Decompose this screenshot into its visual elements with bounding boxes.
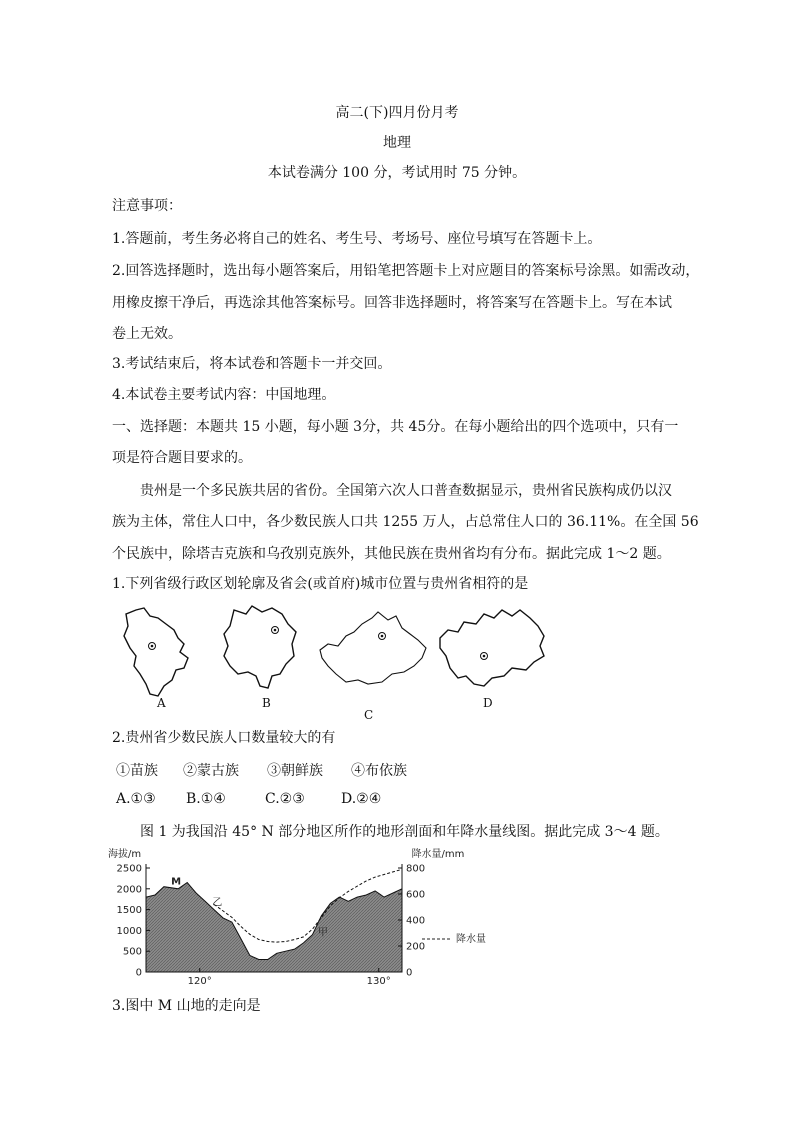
y2-tick-label: 400 — [406, 915, 426, 927]
exam-info: 本试卷满分 100 分，考试用时 75 分钟。 — [267, 165, 527, 181]
passage-1-line-3: 个民族中，除塔吉克族和乌孜别克族外，其他民族在贵州省均有分布。据此完成 1～2 题。 — [112, 546, 671, 562]
map-label-d: D — [483, 696, 493, 710]
map-option-b — [220, 604, 300, 692]
x-tick-label: 120° — [187, 976, 212, 987]
terrain-area — [146, 883, 402, 972]
annotation-m: M — [171, 876, 182, 888]
notice-heading: 注意事项： — [112, 198, 182, 214]
notice-item-2-line-2: 用橡皮擦干净后，再选涂其他答案标号。回答非选择题时，将答案写在答题卡上。写在本试 — [112, 295, 672, 311]
question-1-stem: 1.下列省级行政区划轮廓及省会(或首府)城市位置与贵州省相符的是 — [112, 576, 529, 592]
exam-title: 高二(下)四月份月考 — [335, 105, 459, 121]
q2-item-1: ①苗族 — [116, 763, 158, 779]
y-tick-label: 1000 — [116, 925, 142, 937]
map-option-c — [318, 610, 430, 692]
map-option-d — [436, 604, 548, 692]
notice-item-2-line-3: 卷上无效。 — [112, 326, 182, 342]
y-tick-label: 2000 — [116, 884, 142, 896]
section-heading-line-1: 一、选择题：本题共 15 小题，每小题 3分，共 45分。在每小题给出的四个选项中，只有一 — [112, 419, 679, 435]
passage-2-line-1: 图 1 为我国沿 45° N 部分地区所作的地形剖面和年降水量线图。据此完成 3～4 题。 — [140, 824, 669, 840]
subject-title: 地理 — [383, 135, 411, 151]
annotation-yi: 乙 — [212, 897, 223, 909]
notice-item-1: 1.答题前，考生务必将自己的姓名、考生号、考场号、座位号填写在答题卡上。 — [112, 231, 602, 247]
q2-option-d: D.②④ — [341, 791, 382, 807]
q2-option-c: C.②③ — [265, 791, 305, 807]
annotation-jia: 甲 — [317, 927, 328, 939]
y-tick-label: 500 — [122, 946, 142, 958]
q2-item-4: ④布依族 — [351, 763, 407, 779]
q2-item-3: ③朝鲜族 — [267, 763, 323, 779]
passage-1-line-2: 族为主体，常住人口中，各少数民族人口共 1255 万人，占总常住人口的 36.11%。在全国 56 — [112, 514, 699, 530]
question-3-stem: 3.图中 M 山地的走向是 — [112, 998, 261, 1014]
y2-tick-label: 200 — [406, 941, 426, 953]
x-tick-label: 130° — [366, 976, 391, 987]
y-tick-label: 0 — [135, 967, 142, 979]
y2-axis-label: 降水量/mm — [411, 849, 465, 860]
y-tick-label: 2500 — [116, 863, 142, 875]
map-label-b: B — [262, 696, 271, 710]
y-axis-label: 海拔/m — [108, 849, 142, 860]
notice-item-4: 4.本试卷主要考试内容：中国地理。 — [112, 387, 336, 403]
map-option-a — [118, 604, 198, 700]
question-2-stem: 2.贵州省少数民族人口数量较大的有 — [112, 730, 336, 746]
y2-tick-label: 800 — [406, 863, 426, 875]
notice-item-2-line-1: 2.回答选择题时，选出每小题答案后，用铅笔把答题卡上对应题目的答案标号涂黑。如需改动， — [112, 263, 700, 279]
y2-tick-label: 600 — [406, 889, 426, 901]
q2-option-b: B.①④ — [186, 791, 226, 807]
map-label-a: A — [157, 696, 166, 710]
passage-1-line-1: 贵州是一个多民族共居的省份。全国第六次人口普查数据显示，贵州省民族构成仍以汉 — [140, 483, 672, 499]
y-tick-label: 1500 — [116, 905, 142, 917]
legend-label: 降水量 — [456, 934, 486, 945]
profile-svg — [100, 846, 502, 988]
section-heading-line-2: 项是符合题目要求的。 — [112, 450, 252, 466]
map-label-c: C — [364, 708, 374, 722]
q2-item-2: ②蒙古族 — [183, 763, 239, 779]
y2-tick-label: 0 — [406, 967, 413, 979]
q2-option-a: A.①③ — [116, 791, 156, 807]
notice-item-3: 3.考试结束后，将本试卷和答题卡一并交回。 — [112, 356, 392, 372]
